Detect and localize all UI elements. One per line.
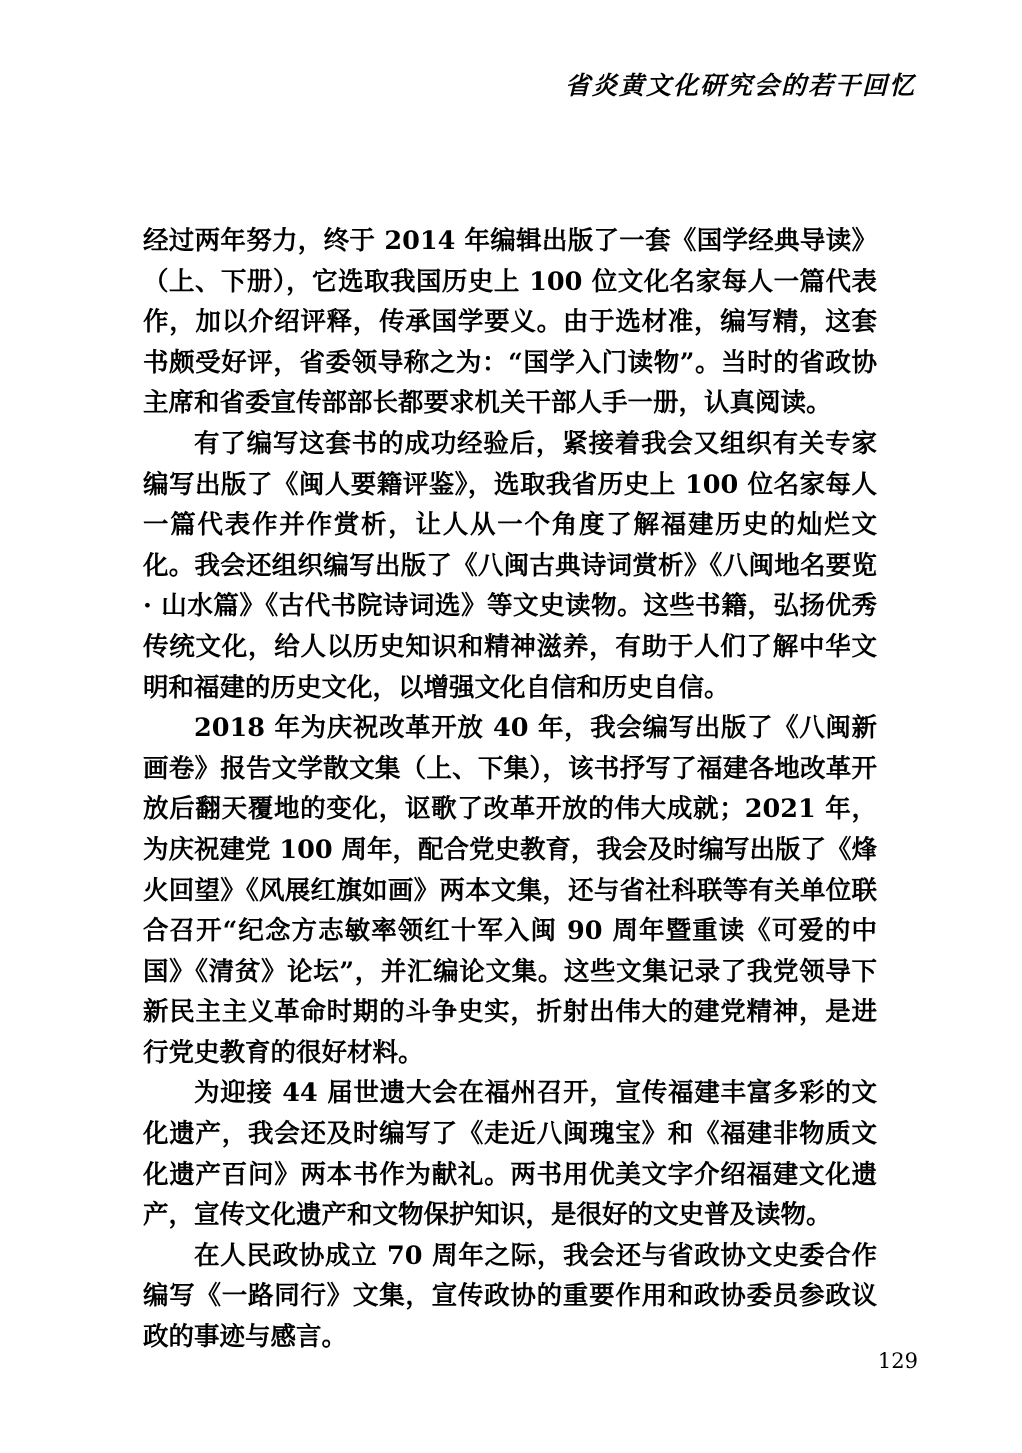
paragraph-4: 为迎接 44 届世遗大会在福州召开，宣传福建丰富多彩的文化遗产，我会还及时编写了《走近八闽瑰宝》和《福建非物质文化遗产百问》两本书作为献礼。两书用优美文字介绍福建文化遗产，宣传文化遗产和文物保护知识，是很好的文史普及读物。 xyxy=(143,1078,877,1231)
page-number: 129 xyxy=(877,1349,918,1373)
paragraph-5: 在人民政协成立 70 周年之际，我会还与省政协文史委合作编写《一路同行》文集，宣传政协的重要作用和政协委员参政议政的事迹与感言。 xyxy=(143,1240,877,1353)
paragraph-3: 2018 年为庆祝改革开放 40 年，我会编写出版了《八闽新画卷》报告文学散文集（上、下集），该书抒写了福建各地改革开放后翻天覆地的变化，讴歌了改革开放的伟大成就；2021 年，为庆祝建党 100 周年，配合党史教育，我会及时编写出版了《烽火回望》《风展红旗如画》两本文集，还与省社科联等有关单位联合召开“纪念方志敏率领红十军入闽 90 周年暨重读《可爱的中国》《清贫》论坛”，并汇编论文集。这些文集记录了我党领导下新民主主义革命时期的斗争史实，折射出伟大的建党精神，是进行党史教育的很好材料。 xyxy=(143,713,877,1068)
paragraph-2: 有了编写这套书的成功经验后，紧接着我会又组织有关专家编写出版了《闽人要籍评鉴》，选取我省历史上 100 位名家每人一篇代表作并作赏析，让人从一个角度了解福建历史的灿烂文化。我会还组织编写出版了《八闽古典诗词赏析》《八闽地名要览 · 山水篇》《古代书院诗词选》等文史读物。这些书籍，弘扬优秀传统文化，给人以历史知识和精神滋养，有助于人们了解中华文明和福建的历史文化，以增强文化自信和历史自信。 xyxy=(143,428,877,703)
paragraph-1: 经过两年努力，终于 2014 年编辑出版了一套《国学经典导读》（上、下册），它选取我国历史上 100 位文化名家每人一篇代表作，加以介绍评释，传承国学要义。由于选材准，编写精，这套书颇受好评，省委领导称之为：“国学入门读物”。当时的省政协主席和省委宣传部部长都要求机关干部人手一册，认真阅读。 xyxy=(143,226,877,419)
body-text xyxy=(143,221,877,1358)
running-head-title: 省炎黄文化研究会的若干回忆 xyxy=(564,71,916,100)
